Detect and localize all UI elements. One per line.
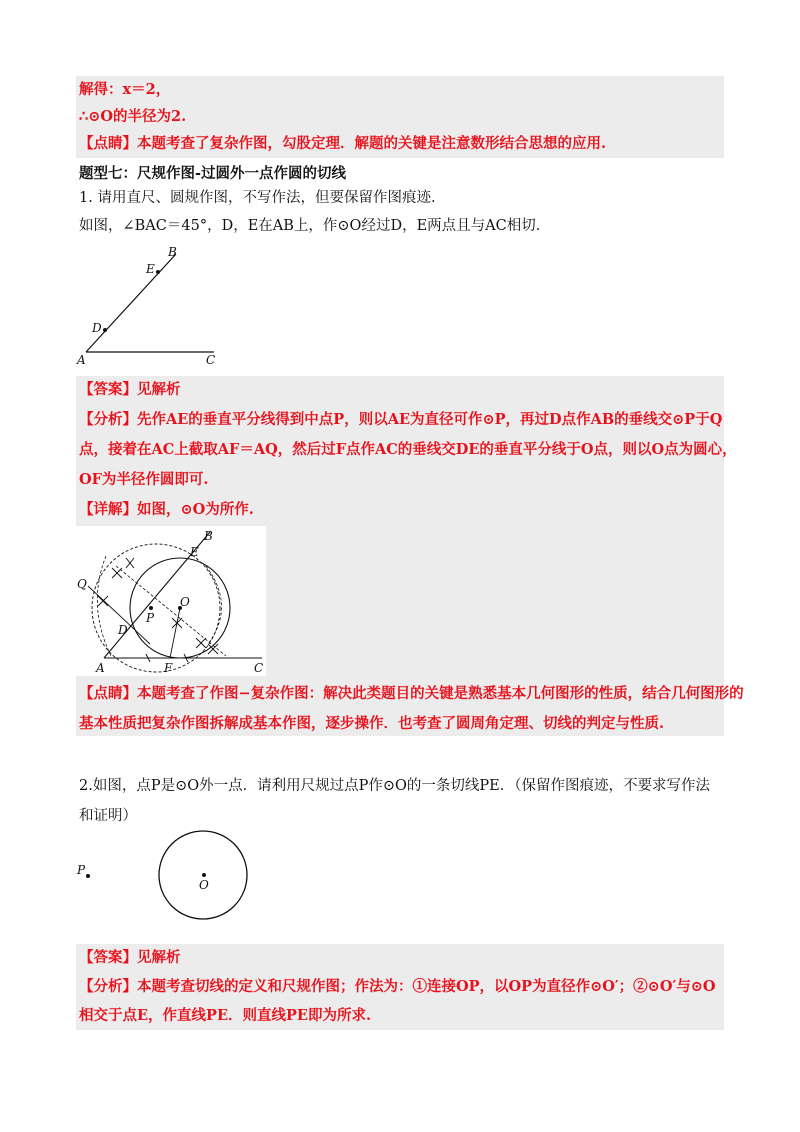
radius-line: ∴⊙O的半径为2. bbox=[79, 108, 187, 125]
label-b: B bbox=[168, 245, 177, 259]
q1-detail: 【详解】如图，⊙O为所作. bbox=[79, 501, 254, 518]
q2-figure bbox=[76, 826, 276, 926]
q1-analysis-3: OF为半径作圆即可. bbox=[79, 471, 209, 488]
solution-label-q: Q bbox=[77, 577, 87, 591]
solution-label-d: D bbox=[118, 623, 128, 637]
solution-label-f: F bbox=[164, 661, 173, 675]
q1-analysis-2: 点，接着在AC上截取AF＝AQ，然后过F点作AC的垂线交DE的垂直平分线于O点，则以O点为圆心， bbox=[79, 441, 737, 458]
point-d bbox=[103, 328, 107, 332]
solve-line: 解得：x＝2， bbox=[79, 81, 171, 98]
perp-bisector-de bbox=[116, 566, 226, 656]
ray-ab bbox=[86, 254, 176, 352]
q1-analysis-1: 【分析】先作AE的垂直平分线得到中点P，则以AE为直径可作⊙P，再过D点作AB的垂线交⊙P于Q bbox=[79, 411, 723, 428]
label-c: C bbox=[206, 353, 216, 366]
label-a: A bbox=[77, 353, 86, 366]
label-d: D bbox=[92, 321, 102, 335]
q2-answer: 【答案】见解析 bbox=[79, 949, 181, 966]
q1-comment-1: 【点睛】本题考查了作图−复杂作图：解决此类题目的关键是熟悉基本几何图形的性质，结合几何图形的 bbox=[79, 685, 744, 702]
solution-point-p bbox=[149, 606, 153, 610]
solution-label-b: B bbox=[204, 529, 213, 543]
q2-point-o bbox=[202, 873, 206, 877]
q2-label-o: O bbox=[199, 878, 209, 892]
q2-stem-1: 2.如图，点P是⊙O外一点．请利用尺规过点P作⊙O的一条切线PE．（保留作图痕迹，不要求写作法 bbox=[79, 778, 711, 794]
q2-analysis-1: 【分析】本题考查切线的定义和尺规作图；作法为：①连接OP，以OP为直径作⊙O′；②⊙O′与⊙O bbox=[79, 978, 716, 995]
solution-label-c: C bbox=[254, 661, 264, 675]
q2-label-p: P bbox=[77, 863, 86, 877]
q2-analysis-2: 相交于点E，作直线PE．则直线PE即为所求. bbox=[79, 1007, 372, 1024]
q2-point-p bbox=[86, 874, 90, 878]
point-e bbox=[156, 270, 160, 274]
construction-marks bbox=[98, 558, 218, 662]
solution-label-a: A bbox=[96, 661, 105, 675]
solution-label-o: O bbox=[180, 595, 190, 609]
section-title: 题型七：尺规作图-过圆外一点作圆的切线 bbox=[79, 165, 347, 182]
q1-stem: 如图，∠BAC＝45°，D，E在AB上，作⊙O经过D，E两点且与AC相切. bbox=[79, 218, 541, 234]
q1-comment-2: 基本性质把复杂作图拆解成基本作图，逐步操作．也考查了圆周角定理、切线的判定与性质. bbox=[79, 715, 665, 732]
comment-top: 【点睛】本题考查了复杂作图，勾股定理．解题的关键是注意数形结合思想的应用. bbox=[79, 135, 607, 152]
q1-solution-figure bbox=[76, 526, 266, 676]
label-e: E bbox=[146, 262, 155, 276]
q2-stem-2: 和证明） bbox=[79, 808, 137, 824]
solution-label-e: E bbox=[190, 545, 199, 559]
q1-answer: 【答案】见解析 bbox=[79, 381, 181, 398]
solution-label-p: P bbox=[146, 611, 155, 625]
radius-of bbox=[170, 608, 180, 658]
q1-figure bbox=[76, 244, 226, 366]
q1-intro: 1. 请用直尺、圆规作图，不写作法，但要保留作图痕迹. bbox=[79, 190, 436, 206]
